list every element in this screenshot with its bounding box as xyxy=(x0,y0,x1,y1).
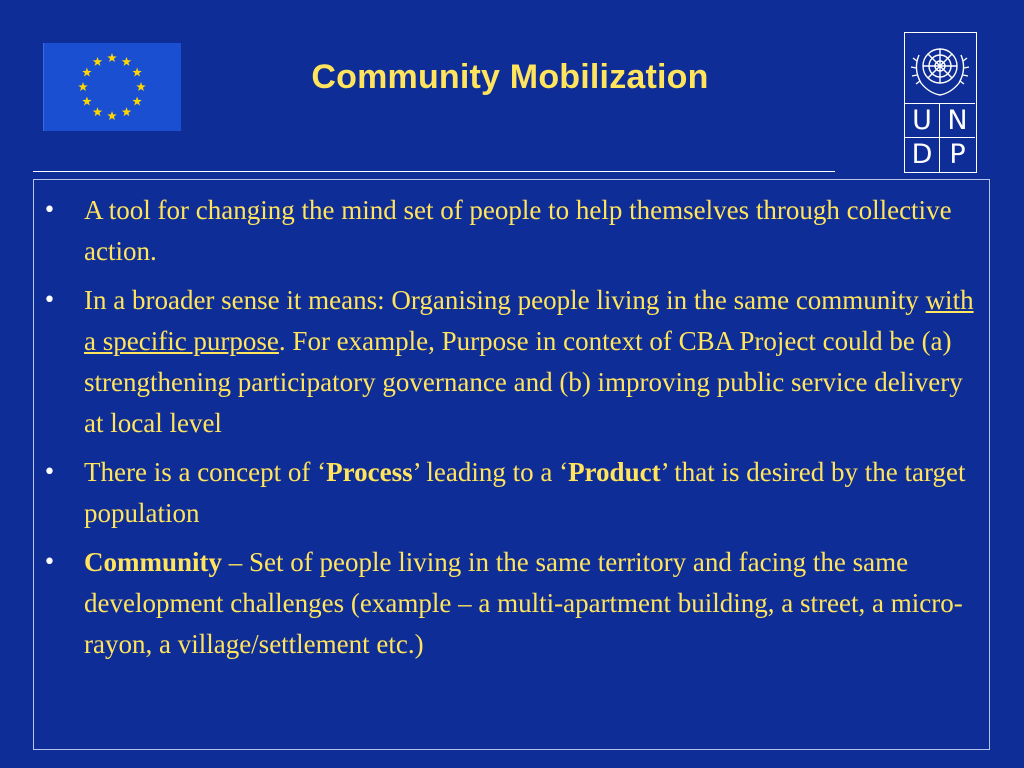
bullet-text: A tool for changing the mind set of people to help themselves through collective action. xyxy=(84,195,952,266)
eu-star-icon xyxy=(78,82,88,91)
bullet-item xyxy=(34,542,989,665)
bold-term-process: Process xyxy=(326,457,413,487)
eu-star-icon xyxy=(93,107,103,116)
bullet-text: In a broader sense it means: Organising people living in the same community xyxy=(84,285,926,315)
bullet-list xyxy=(34,190,989,673)
eu-star-icon xyxy=(122,107,132,116)
eu-star-icon xyxy=(107,53,117,62)
bullet-text: . For example, Purpose in context of CBA Project could be (a) strengthening participatory governance and (b) improving public service delivery at local level xyxy=(84,326,963,438)
undp-logo xyxy=(904,32,977,173)
bullet-icon: • xyxy=(43,460,56,485)
bullet-text: ’ leading to a ‘ xyxy=(412,457,569,487)
eu-star-icon xyxy=(136,82,146,91)
eu-star-icon xyxy=(82,68,92,77)
undp-letter-u: U xyxy=(905,104,940,138)
bullet-text: ’ that is desired by the target population xyxy=(84,457,966,528)
title-divider xyxy=(33,171,835,172)
bullet-icon: • xyxy=(43,198,56,223)
bullet-icon: • xyxy=(43,550,56,575)
undp-letter-p: P xyxy=(949,139,966,170)
bullet-text: – Set of people living in the same territory and facing the same development challenges (example – a multi-apartment building, a street, a micro-rayon, a village/settlement etc.) xyxy=(84,547,963,659)
underlined-phrase: with a specific purpose xyxy=(84,285,974,356)
bold-term-community: Community xyxy=(84,547,223,577)
bullet-item xyxy=(34,190,989,272)
un-emblem-icon xyxy=(905,33,975,104)
bullet-item xyxy=(34,280,989,444)
bullet-text: There is a concept of ‘ xyxy=(84,457,327,487)
eu-star-icon xyxy=(93,57,103,66)
bullet-icon: • xyxy=(43,288,56,313)
eu-flag-stars xyxy=(44,43,181,131)
eu-star-icon xyxy=(132,97,142,106)
content-box xyxy=(33,179,990,750)
slide-title: Community Mobilization xyxy=(311,58,709,96)
undp-letter-n: N xyxy=(940,104,975,138)
eu-star-icon xyxy=(132,68,142,77)
bullet-item xyxy=(34,452,989,534)
eu-star-icon xyxy=(122,57,132,66)
eu-flag-logo xyxy=(43,43,181,131)
bold-term-product: Product xyxy=(568,457,661,487)
undp-letter-d: D xyxy=(905,138,940,172)
eu-star-icon xyxy=(107,111,117,120)
eu-star-icon xyxy=(82,97,92,106)
